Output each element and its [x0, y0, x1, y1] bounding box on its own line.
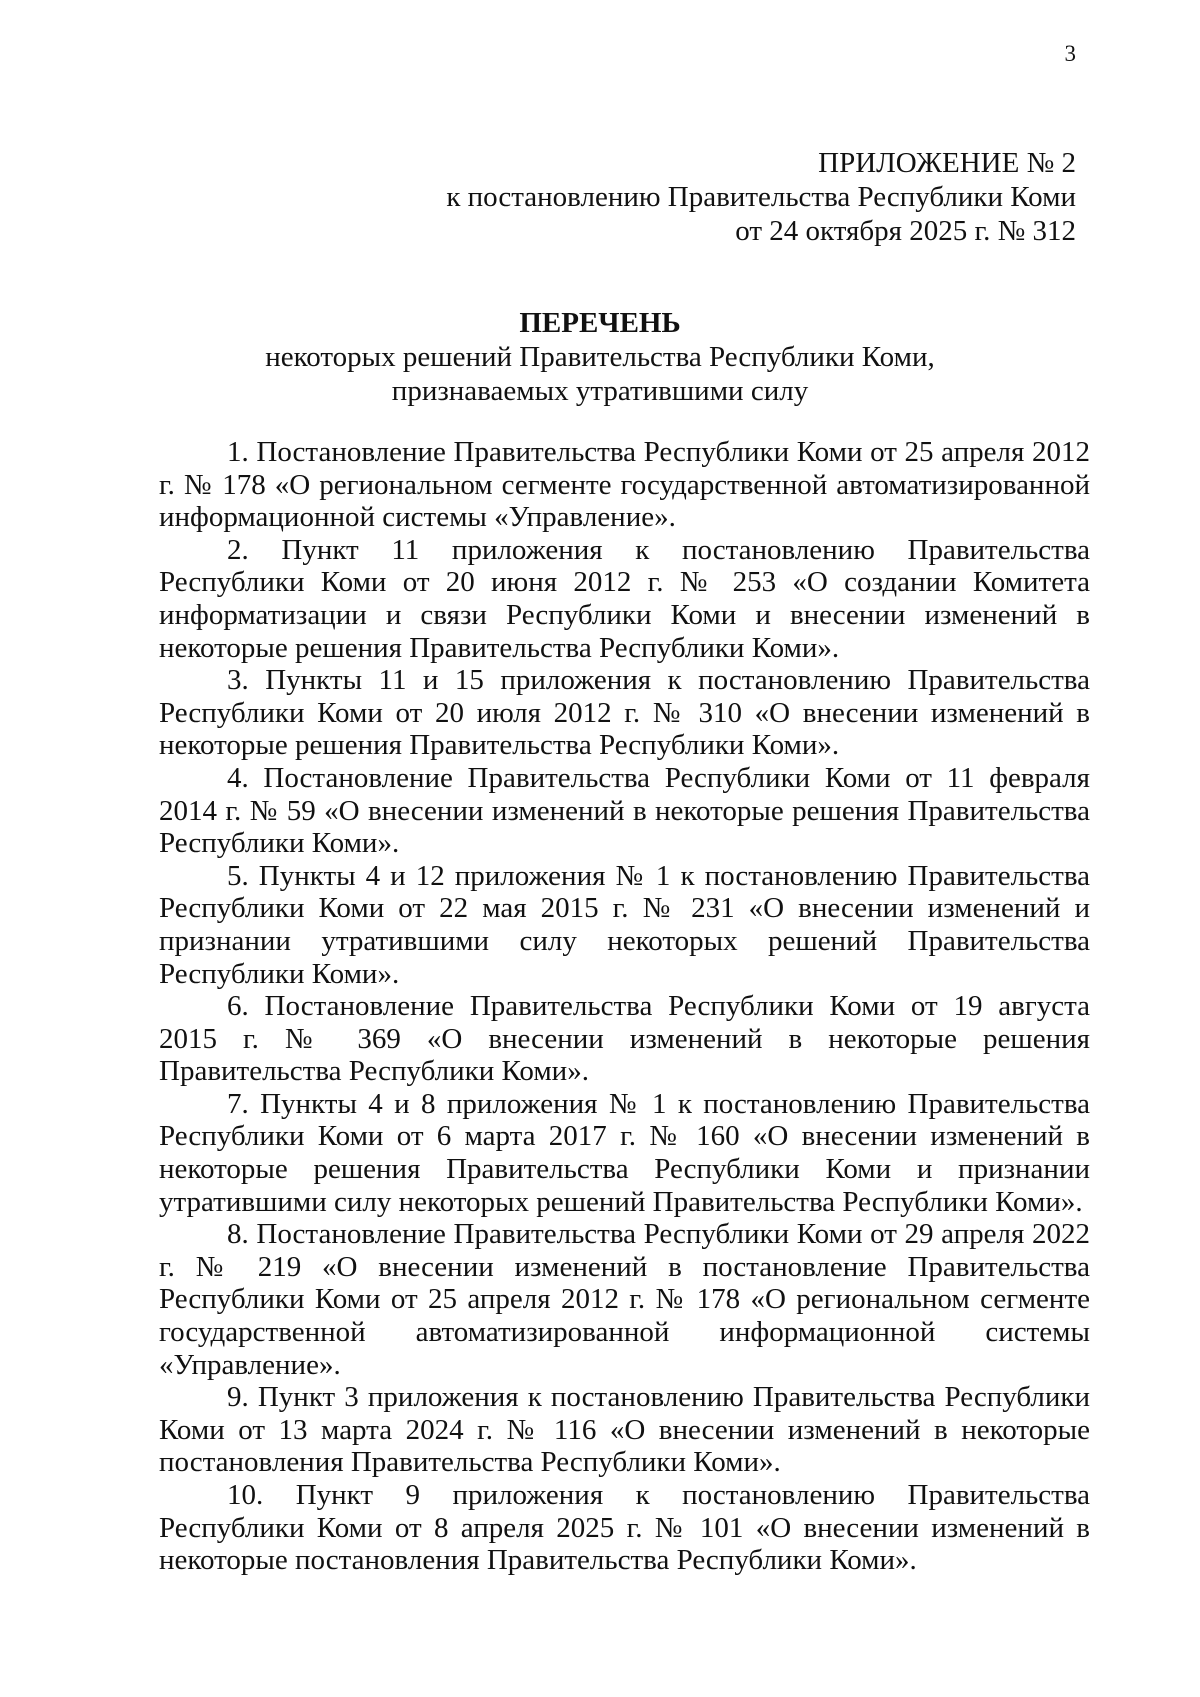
list-item-7: 7. Пункты 4 и 8 приложения № 1 к постановлению Правительства Республики Коми от 6 марта 2017 г. № 160 «О внесении изменений в некоторые решения Правительства Республики Коми и признании утратившими силу некоторых решений Правительства Республики Коми». [159, 1087, 1090, 1218]
list-title: ПЕРЕЧЕНЬ [519, 307, 681, 339]
list-subtitle-line-1: некоторых решений Правительства Республики Коми, [265, 341, 935, 373]
repealed-decisions-list [159, 436, 1090, 1577]
appendix-reference: к постановлению Правительства Республики Коми [446, 181, 1076, 213]
list-item-1: 1. Постановление Правительства Республики Коми от 25 апреля 2012 г. № 178 «О региональном сегменте государственной автоматизированной информационной системы «Управление». [159, 436, 1090, 534]
appendix-title: ПРИЛОЖЕНИЕ № 2 [818, 147, 1076, 179]
list-item-4: 4. Постановление Правительства Республики Коми от 11 февраля 2014 г. № 59 «О внесении изменений в некоторые решения Правительства Республики Коми». [159, 761, 1090, 860]
list-item-10: 10. Пункт 9 приложения к постановлению Правительства Республики Коми от 8 апреля 2025 г. № 101 «О внесении изменений в некоторые постановления Правительства Республики Коми». [159, 1479, 1090, 1577]
list-heading [0, 306, 1200, 408]
appendix-date-number: от 24 октября 2025 г. № 312 [735, 215, 1076, 247]
list-item-3: 3. Пункты 11 и 15 приложения к постановлению Правительства Республики Коми от 20 июля 2012 г. № 310 «О внесении изменений в некоторые решения Правительства Республики Коми». [159, 664, 1090, 762]
list-item-6: 6. Постановление Правительства Республики Коми от 19 августа 2015 г. № 369 «О внесении изменений в некоторые решения Правительства Республики Коми». [159, 990, 1090, 1088]
appendix-header [446, 146, 1076, 248]
list-item-8: 8. Постановление Правительства Республики Коми от 29 апреля 2022 г. № 219 «О внесении изменений в постановление Правительства Республики Коми от 25 апреля 2012 г. № 178 «О региональном сегменте государственной автоматизированной информационной системы «Управление». [159, 1218, 1090, 1381]
list-subtitle-line-2: признаваемых утратившими силу [391, 375, 809, 407]
page-number: 3 [1064, 41, 1076, 66]
list-item-9: 9. Пункт 3 приложения к постановлению Правительства Республики Коми от 13 марта 2024 г. № 116 «О внесении изменений в некоторые постановления Правительства Республики Коми». [159, 1381, 1090, 1479]
list-item-2: 2. Пункт 11 приложения к постановлению Правительства Республики Коми от 20 июня 2012 г. № 253 «О создании Комитета информатизации и связи Республики Коми и внесении изменений в некоторые решения Правительства Республики Коми». [159, 533, 1090, 664]
list-item-5: 5. Пункты 4 и 12 приложения № 1 к постановлению Правительства Республики Коми от 22 мая 2015 г. № 231 «О внесении изменений и признании утратившими силу некоторых решений Правительства Республики Коми». [159, 859, 1090, 990]
